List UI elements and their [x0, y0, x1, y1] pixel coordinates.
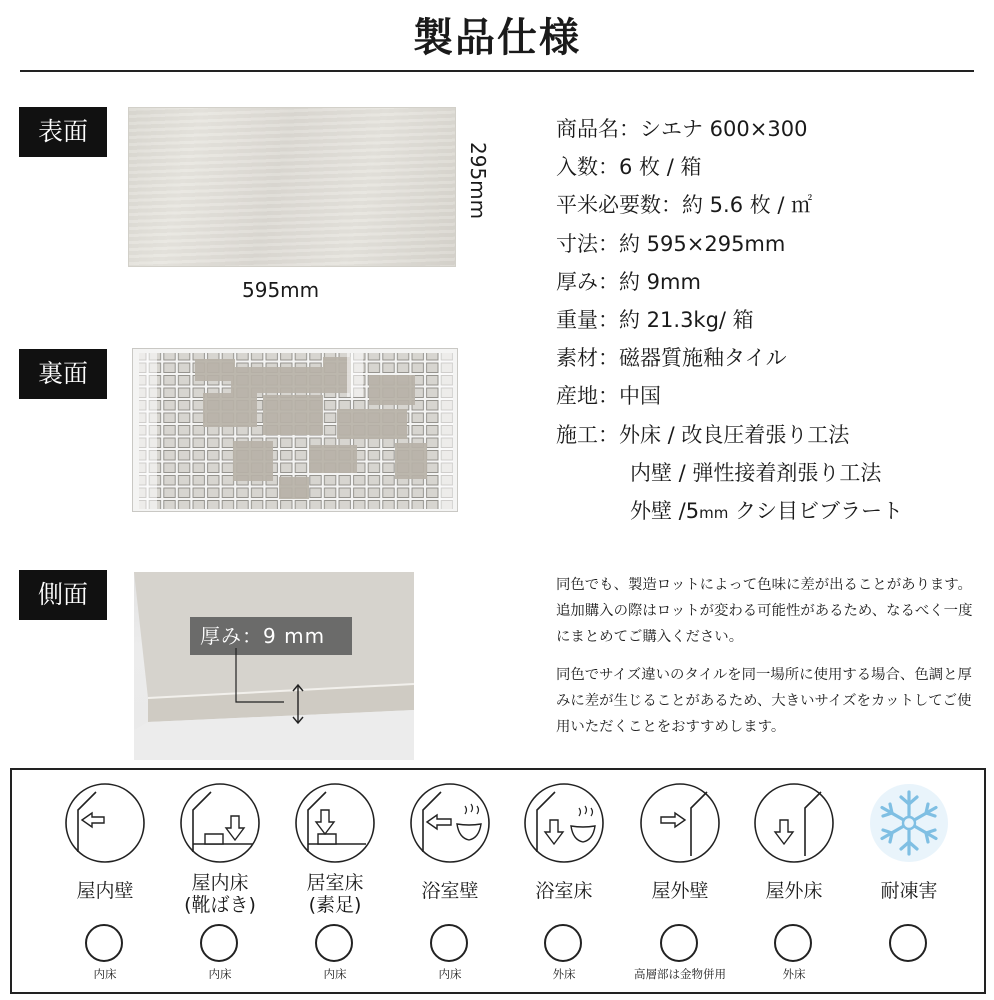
- suitability-circle: [774, 924, 812, 962]
- back-surface-photo: [132, 348, 458, 512]
- indoor-wall-icon: [64, 782, 146, 864]
- spec-last-pre: 外壁 /5: [630, 499, 700, 524]
- spec-installation-outer-wall: [556, 492, 903, 532]
- use-room-floor-barefoot: [277, 770, 393, 996]
- outdoor-floor-icon: [753, 782, 835, 864]
- use-label: 屋外床: [765, 880, 823, 902]
- use-sub-label: 外床: [782, 967, 806, 981]
- use-sub-label: 高層部は金物併用: [634, 967, 726, 981]
- spec-installation-inner-wall: 内壁 / 弾性接着剤張り工法: [630, 460, 882, 485]
- use-outdoor-floor: [736, 770, 852, 996]
- use-label: 屋内壁: [76, 880, 134, 902]
- use-label: 浴室壁: [421, 880, 479, 902]
- use-frost-resistance: [851, 770, 967, 996]
- room-floor-barefoot-icon: [294, 782, 376, 864]
- spec-product-name: 商品名：シエナ 600×300: [556, 117, 808, 141]
- use-outdoor-wall: [622, 770, 738, 996]
- back-grid-pattern: [133, 349, 459, 513]
- indoor-floor-shoes-icon: [179, 782, 261, 864]
- spec-material: 素材：磁器質施釉タイル: [556, 346, 787, 371]
- use-label: 屋外壁: [651, 880, 709, 902]
- spec-quantity: 入数：6 枚 / 箱: [556, 155, 702, 180]
- outdoor-wall-icon: [639, 782, 721, 864]
- spec-per-sqm: 平米必要数：約 5.6 枚 / ㎡: [556, 193, 813, 218]
- use-sub-label: 外床: [552, 967, 576, 981]
- title-divider: [20, 70, 974, 72]
- side-label: 側面: [19, 570, 107, 620]
- thickness-arrow-icon: [230, 648, 314, 728]
- bathroom-floor-icon: [523, 782, 605, 864]
- use-label: [277, 872, 393, 916]
- suitability-circle: [544, 924, 582, 962]
- spec-last-unit: mm: [699, 504, 729, 523]
- back-label: 裏面: [19, 349, 107, 399]
- front-surface-photo: [128, 107, 456, 267]
- use-label-text: 屋内床 (靴ばき): [184, 872, 256, 916]
- thickness-badge: 厚み：9 mm: [190, 617, 352, 655]
- suitability-circle: [85, 924, 123, 962]
- use-label-text: 居室床 (素足): [306, 872, 364, 916]
- suitability-circle: [315, 924, 353, 962]
- use-bathroom-floor: [506, 770, 622, 996]
- spec-origin: 産地：中国: [556, 384, 661, 409]
- suitability-circle: [660, 924, 698, 962]
- use-sub-label: 内床: [438, 967, 462, 981]
- front-label: 表面: [19, 107, 107, 157]
- use-label: [162, 872, 278, 916]
- use-label: 浴室床: [535, 880, 593, 902]
- usage-panel: [10, 768, 986, 994]
- spec-last-post: クシ目ビブラート: [728, 499, 904, 524]
- bathroom-wall-icon: [409, 782, 491, 864]
- spec-list: [556, 110, 903, 532]
- note-size-variation: 同色でサイズ違いのタイルを同一場所に使用する場合、色調と厚みに差が生じることがあるため、大きいサイズをカットしてご使用いただくことをおすすめします。: [556, 667, 972, 735]
- suitability-circle: [889, 924, 927, 962]
- use-indoor-floor-shoes: [162, 770, 278, 996]
- use-indoor-wall: [47, 770, 163, 996]
- suitability-circle: [200, 924, 238, 962]
- width-dimension: 595mm: [242, 278, 320, 302]
- snowflake-icon: [868, 782, 950, 864]
- use-sub-label: 内床: [323, 967, 347, 981]
- spec-installation: 施工：外床 / 改良圧着張り工法: [556, 422, 850, 447]
- spec-weight: 重量：約 21.3kg/ 箱: [556, 308, 754, 333]
- use-label: 耐凍害: [880, 880, 938, 902]
- page-title: 製品仕様: [413, 15, 581, 61]
- use-sub-label: 内床: [208, 967, 232, 981]
- spec-thickness: 厚み：約 9mm: [556, 269, 701, 294]
- spec-dimensions: 寸法：約 595×295mm: [556, 231, 786, 256]
- use-bathroom-wall: [392, 770, 508, 996]
- use-sub-label: 内床: [93, 967, 117, 981]
- height-dimension: 295mm: [466, 142, 490, 220]
- suitability-circle: [430, 924, 468, 962]
- note-lot-variation: 同色でも、製造ロットによって色味に差が出ることがあります。追加購入の際はロットが変わる可能性があるため、なるべく一度にまとめてご購入ください。: [556, 577, 973, 645]
